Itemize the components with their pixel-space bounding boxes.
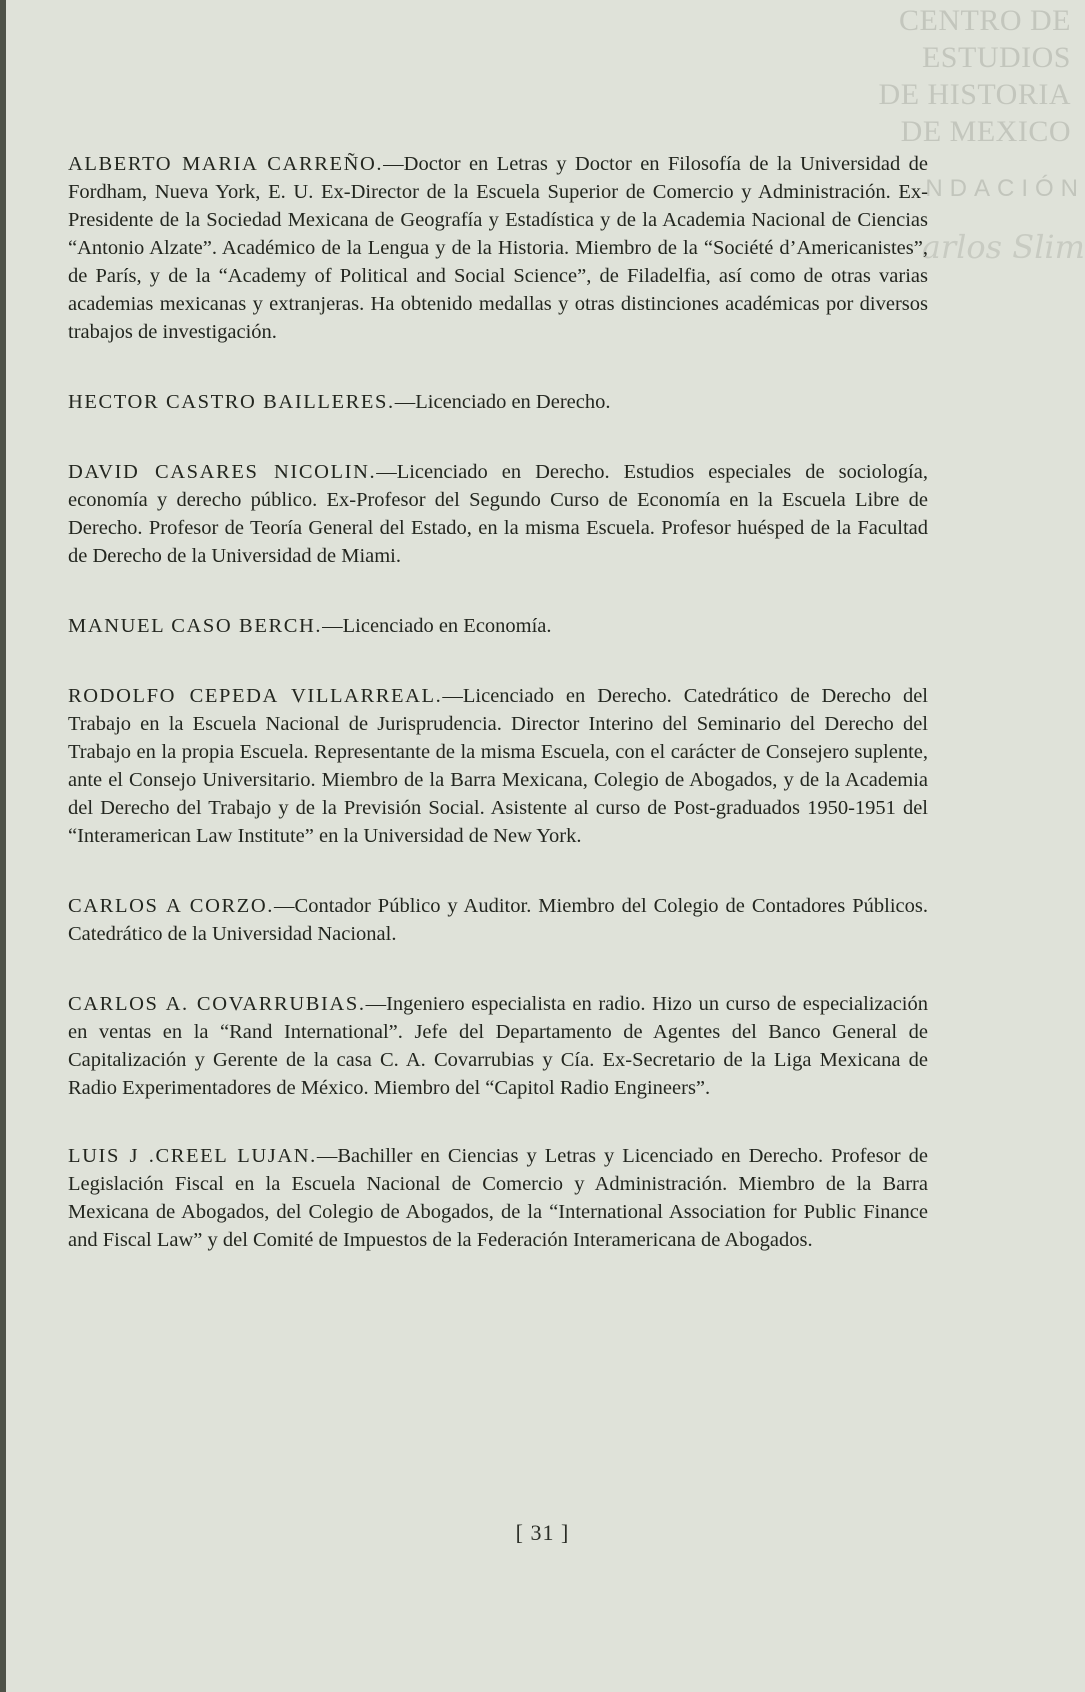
entry-text: —Doctor en Letras y Doctor en Filosofía de la Universidad de Fordham, Nueva York, E. U. Ex-Director de la Escuela Superior de Comercio y Administración. Ex-Presidente de la Sociedad Mexicana de Geografía y Estadística y de la Academia Nacional de Ciencias “Antonio Alzate”. Académico de la Lengua y de la Historia. Miembro de la “Société d’Americanistes”, de París, y de la “Academy of Political and Social Science”, de Filadelfia, así como de otras varias academias mexicanas y extranjeras. Ha obtenido medallas y otras distinciones académicas por diversos trabajos de investigación.: [68, 153, 928, 343]
entry-name: CARLOS A. COVARRUBIAS.: [68, 993, 366, 1015]
watermark-line: CENTRO DE: [899, 4, 1071, 37]
entry-name: LUIS J .CREEL LUJAN.: [68, 1145, 317, 1167]
spacer: [68, 1102, 928, 1142]
watermark-line: ESTUDIOS: [921, 41, 1071, 74]
entry-carreno: [68, 150, 928, 346]
entry-name: CARLOS A CORZO.: [68, 895, 275, 917]
entry-name: MANUEL CASO BERCH.: [68, 615, 323, 637]
entry-text: —Bachiller en Ciencias y Letras y Licenciado en Derecho. Profesor de Legislación Fiscal en la Escuela Nacional de Comercio y Administración. Miembro de la Barra Mexicana de Abogados, del Colegio de Abogados, de la “International Association for Public Finance and Fiscal Law” y del Comité de Impuestos de la Federación Interamericana de Abogados.: [68, 1145, 928, 1251]
entry-name: HECTOR CASTRO BAILLERES.: [68, 391, 395, 413]
entry-creel-lujan: [68, 1142, 928, 1254]
spacer: [68, 570, 928, 612]
entries-list: [68, 150, 928, 1254]
entry-name: DAVID CASARES NICOLIN.: [68, 461, 377, 483]
entry-corzo: [68, 892, 928, 948]
entry-name: ALBERTO MARIA CARREÑO.: [68, 153, 384, 175]
watermark-signature: arlos Slim: [921, 228, 1085, 266]
spacer: [68, 640, 928, 682]
entry-castro-bailleres: [68, 388, 928, 416]
entry-text: —Licenciado en Economía.: [322, 615, 552, 637]
entry-text: —Ingeniero especialista en radio. Hizo un curso de especialización en ventas en la “Rand International”. Jefe del Departamento de Agentes del Banco General de Capitalización y Gerente de la casa C. A. Covarrubias y Cía. Ex-Secretario de la Liga Mexicana de Radio Experimentadores de México. Miembro del “Capitol Radio Engineers”.: [68, 993, 928, 1099]
entry-caso-berch: [68, 612, 928, 640]
spacer: [68, 416, 928, 458]
watermark-fundacion: NDACIÓN: [925, 175, 1085, 202]
entry-cepeda-villarreal: [68, 682, 928, 850]
watermark-line: DE MEXICO: [900, 115, 1071, 148]
entry-text: —Contador Público y Auditor. Miembro del Colegio de Contadores Públicos. Catedrático de la Universidad Nacional.: [68, 895, 928, 945]
entry-text: —Licenciado en Derecho.: [394, 391, 611, 413]
watermark-line: DE HISTORIA: [878, 78, 1071, 111]
entry-text: —Licenciado en Derecho. Estudios especiales de sociología, economía y derecho público. Ex-Profesor del Segundo Curso de Economía en la Escuela Libre de Derecho. Profesor de Teoría General del Estado, en la misma Escuela. Profesor huésped de la Facultad de Derecho de la Universidad de Miami.: [68, 461, 928, 567]
watermark-logo: [771, 2, 1071, 150]
entry-casares-nicolin: [68, 458, 928, 570]
entry-covarrubias: [68, 990, 928, 1102]
spacer: [68, 346, 928, 388]
page-number: [ 31 ]: [515, 1520, 570, 1545]
entry-name: RODOLFO CEPEDA VILLARREAL.: [68, 685, 443, 707]
spacer: [68, 948, 928, 990]
page-edge-shadow: [0, 0, 6, 1692]
spacer: [68, 850, 928, 892]
entry-text: —Licenciado en Derecho. Catedrático de Derecho del Trabajo en la Escuela Nacional de Jurisprudencia. Director Interino del Seminario del Derecho del Trabajo en la propia Escuela. Representante de la misma Escuela, con el carácter de Consejero suplente, ante el Consejo Universitario. Miembro de la Barra Mexicana, Colegio de Abogados, y de la Academia del Derecho del Trabajo y de la Previsión Social. Asistente al curso de Post-graduados 1950-1951 del “Interamerican Law Institute” en la Universidad de New York.: [68, 685, 928, 847]
